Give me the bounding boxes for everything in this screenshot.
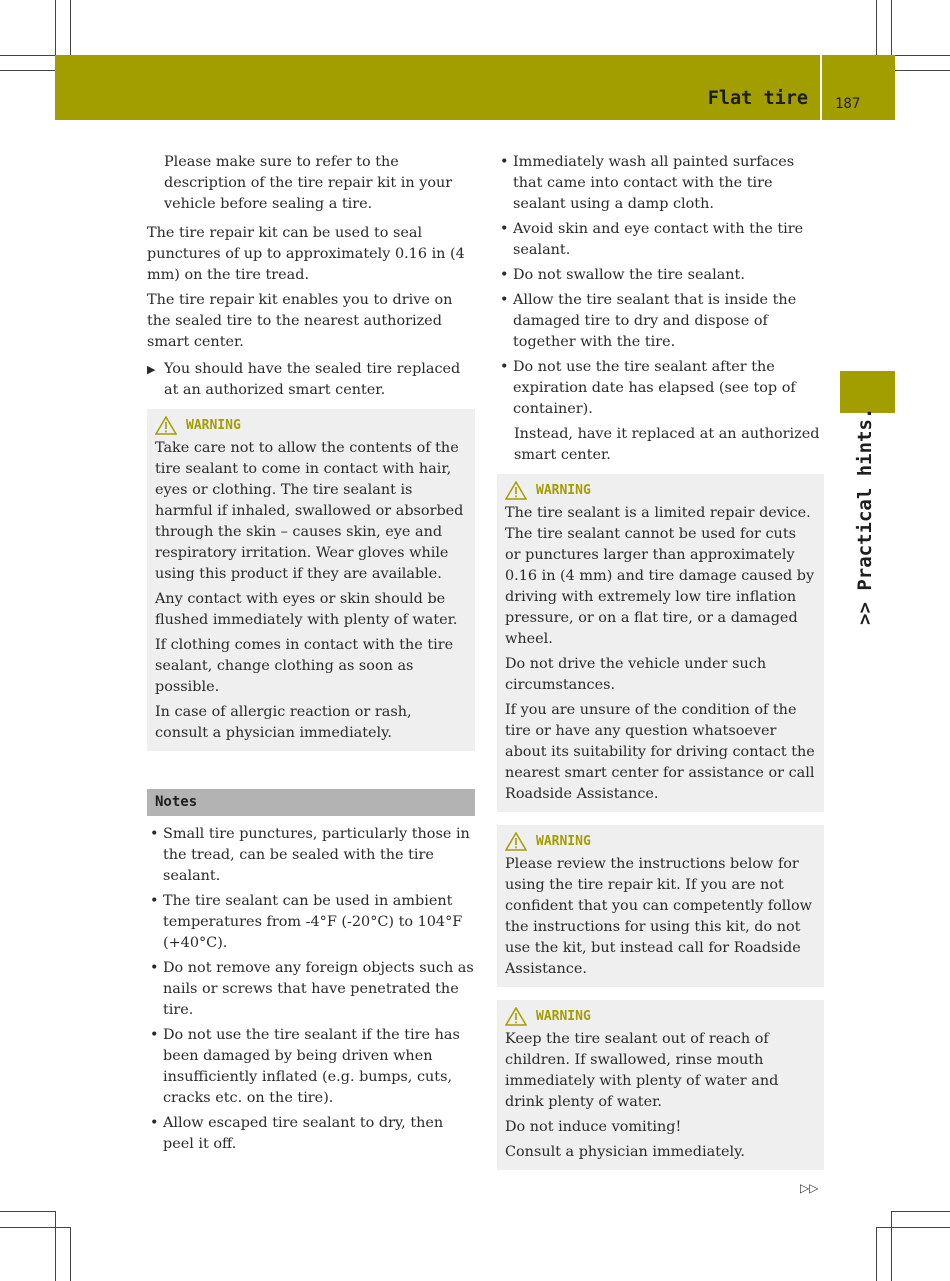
warning-text: Any contact with eyes or skin should be flushed immediately with plenty of water. bbox=[155, 591, 458, 628]
warning-text: Do not induce vomiting! bbox=[505, 1119, 682, 1135]
warning-box bbox=[147, 409, 475, 751]
list-item bbox=[497, 357, 824, 420]
crop-mark bbox=[0, 1227, 70, 1228]
list-item bbox=[497, 265, 824, 286]
bullet-icon: • bbox=[150, 1027, 159, 1043]
bullet-icon: • bbox=[500, 267, 509, 283]
warning-label: WARNING bbox=[186, 418, 241, 433]
list-item bbox=[497, 152, 824, 215]
right-column bbox=[497, 152, 824, 1183]
paragraph: The tire repair kit can be used to seal punctures of up to approximately 0.16 in (4 mm) on the tire tread. bbox=[147, 225, 465, 283]
bullet-icon: • bbox=[500, 221, 509, 237]
bullet-icon: • bbox=[500, 154, 509, 170]
crop-mark bbox=[891, 70, 950, 71]
warning-text: If clothing comes in contact with the tire sealant, change clothing as soon as possible. bbox=[155, 637, 454, 695]
bullet-icon: • bbox=[500, 292, 509, 308]
paragraph: The tire repair kit enables you to drive on the sealed tire to the nearest authorized smart center. bbox=[147, 292, 453, 350]
list-item-text: Allow escaped tire sealant to dry, then peel it off. bbox=[163, 1115, 444, 1152]
play-arrow-icon: ▶ bbox=[147, 363, 156, 376]
list-item-text: Small tire punctures, particularly those in the tread, can be sealed with the tire sealant. bbox=[163, 826, 470, 884]
list-item bbox=[497, 290, 824, 353]
bullet-icon: • bbox=[150, 826, 159, 842]
warning-header bbox=[505, 831, 816, 852]
warning-header bbox=[505, 480, 816, 501]
notes-heading: Notes bbox=[147, 789, 475, 816]
crop-mark bbox=[891, 55, 950, 56]
warning-text: Keep the tire sealant out of reach of children. If swallowed, rinse mouth immediately with plenty of water and drink plenty of water. bbox=[505, 1031, 779, 1110]
warning-header bbox=[155, 415, 467, 436]
crop-mark bbox=[891, 0, 892, 55]
list-item-text: Allow the tire sealant that is inside the damaged tire to dry and dispose of together with the tire. bbox=[513, 292, 797, 350]
crop-mark bbox=[876, 1227, 950, 1228]
bullet-icon: • bbox=[150, 1115, 159, 1131]
list-item-text: Do not remove any foreign objects such as nails or screws that have penetrated the tire. bbox=[163, 960, 474, 1018]
warning-label: WARNING bbox=[536, 483, 591, 498]
continued-arrows-icon: ▷▷ bbox=[800, 1181, 819, 1195]
crop-mark bbox=[876, 1227, 877, 1281]
warning-label: WARNING bbox=[536, 834, 591, 849]
bullet-icon: • bbox=[150, 893, 159, 909]
notes-list bbox=[147, 824, 475, 1155]
list-item bbox=[147, 1113, 475, 1155]
crop-mark bbox=[0, 70, 55, 71]
crop-mark bbox=[70, 1227, 71, 1281]
page-number: 187 bbox=[835, 96, 861, 112]
list-item-text: Avoid skin and eye contact with the tire sealant. bbox=[513, 221, 804, 258]
crop-mark bbox=[70, 0, 71, 55]
crop-mark bbox=[891, 1211, 950, 1212]
warning-triangle-icon bbox=[155, 416, 177, 435]
crop-mark bbox=[0, 55, 55, 56]
precautions-list bbox=[497, 152, 824, 420]
warning-text: In case of allergic reaction or rash, consult a physician immediately. bbox=[155, 704, 412, 741]
section-tab-label: >> Practical hints. bbox=[854, 407, 876, 625]
header-divider bbox=[820, 55, 822, 120]
crop-mark bbox=[876, 0, 877, 55]
crop-mark bbox=[891, 1211, 892, 1281]
warning-text: The tire sealant is a limited repair device. The tire sealant cannot be used for cuts or punctures larger than approximately 0.16 in (4 mm) and tire damage caused by driving with extremely low tire inflation pressure, or on a flat tire, or a damaged wheel. bbox=[505, 505, 815, 647]
crop-mark bbox=[55, 0, 56, 55]
list-item-text: Immediately wash all painted surfaces that came into contact with the tire sealant using a damp cloth. bbox=[513, 154, 795, 212]
warning-triangle-icon bbox=[505, 481, 527, 500]
list-item-text: Do not swallow the tire sealant. bbox=[513, 267, 745, 283]
warning-text: If you are unsure of the condition of the tire or have any question whatsoever about its suitability for driving contact the nearest smart center for assistance or call Roadside Assistance. bbox=[505, 702, 815, 802]
instruction-text: You should have the sealed tire replaced at an authorized smart center. bbox=[164, 361, 461, 398]
bullet-icon: • bbox=[150, 960, 159, 976]
list-item-text: Do not use the tire sealant if the tire has been damaged by being driven when insufficiently inflated (e.g. bumps, cuts, cracks etc. on the tire). bbox=[163, 1027, 460, 1106]
warning-label: WARNING bbox=[536, 1009, 591, 1024]
warning-box bbox=[497, 825, 824, 987]
warning-text: Take care not to allow the contents of the tire sealant to come in contact with hair, eyes or clothing. The tire sealant is harmful if inhaled, swallowed or absorbed through the skin – causes skin, eye and respiratory irritation. Wear gloves while using this product if they are available. bbox=[155, 440, 464, 582]
crop-mark bbox=[55, 1211, 56, 1281]
list-item bbox=[147, 1025, 475, 1109]
list-item-text: Do not use the tire sealant after the expiration date has elapsed (see top of container). bbox=[513, 359, 796, 417]
warning-triangle-icon bbox=[505, 832, 527, 851]
list-item bbox=[497, 219, 824, 261]
warning-triangle-icon bbox=[505, 1007, 527, 1026]
list-item bbox=[147, 958, 475, 1021]
warning-header bbox=[505, 1006, 816, 1027]
instruction-step bbox=[147, 359, 475, 401]
list-followup: Instead, have it replaced at an authorized smart center. bbox=[514, 426, 820, 463]
list-item-text: The tire sealant can be used in ambient temperatures from -4°F (-20°C) to 104°F (+40°C). bbox=[163, 893, 463, 951]
warning-text: Consult a physician immediately. bbox=[505, 1144, 745, 1160]
left-column bbox=[147, 152, 475, 1159]
list-item bbox=[147, 824, 475, 887]
page-title: Flat tire bbox=[707, 88, 808, 109]
warning-text: Do not drive the vehicle under such circumstances. bbox=[505, 656, 767, 693]
list-item bbox=[147, 891, 475, 954]
crop-mark bbox=[0, 1211, 55, 1212]
bullet-icon: • bbox=[500, 359, 509, 375]
warning-text: Please review the instructions below for using the tire repair kit. If you are not confident that you can competently follow the instructions for using this kit, do not use the kit, but instead call for Roadside Assistance. bbox=[505, 856, 812, 977]
warning-box bbox=[497, 1000, 824, 1170]
intro-note: Please make sure to refer to the description of the tire repair kit in your vehicle before sealing a tire. bbox=[164, 154, 453, 212]
warning-box bbox=[497, 474, 824, 812]
